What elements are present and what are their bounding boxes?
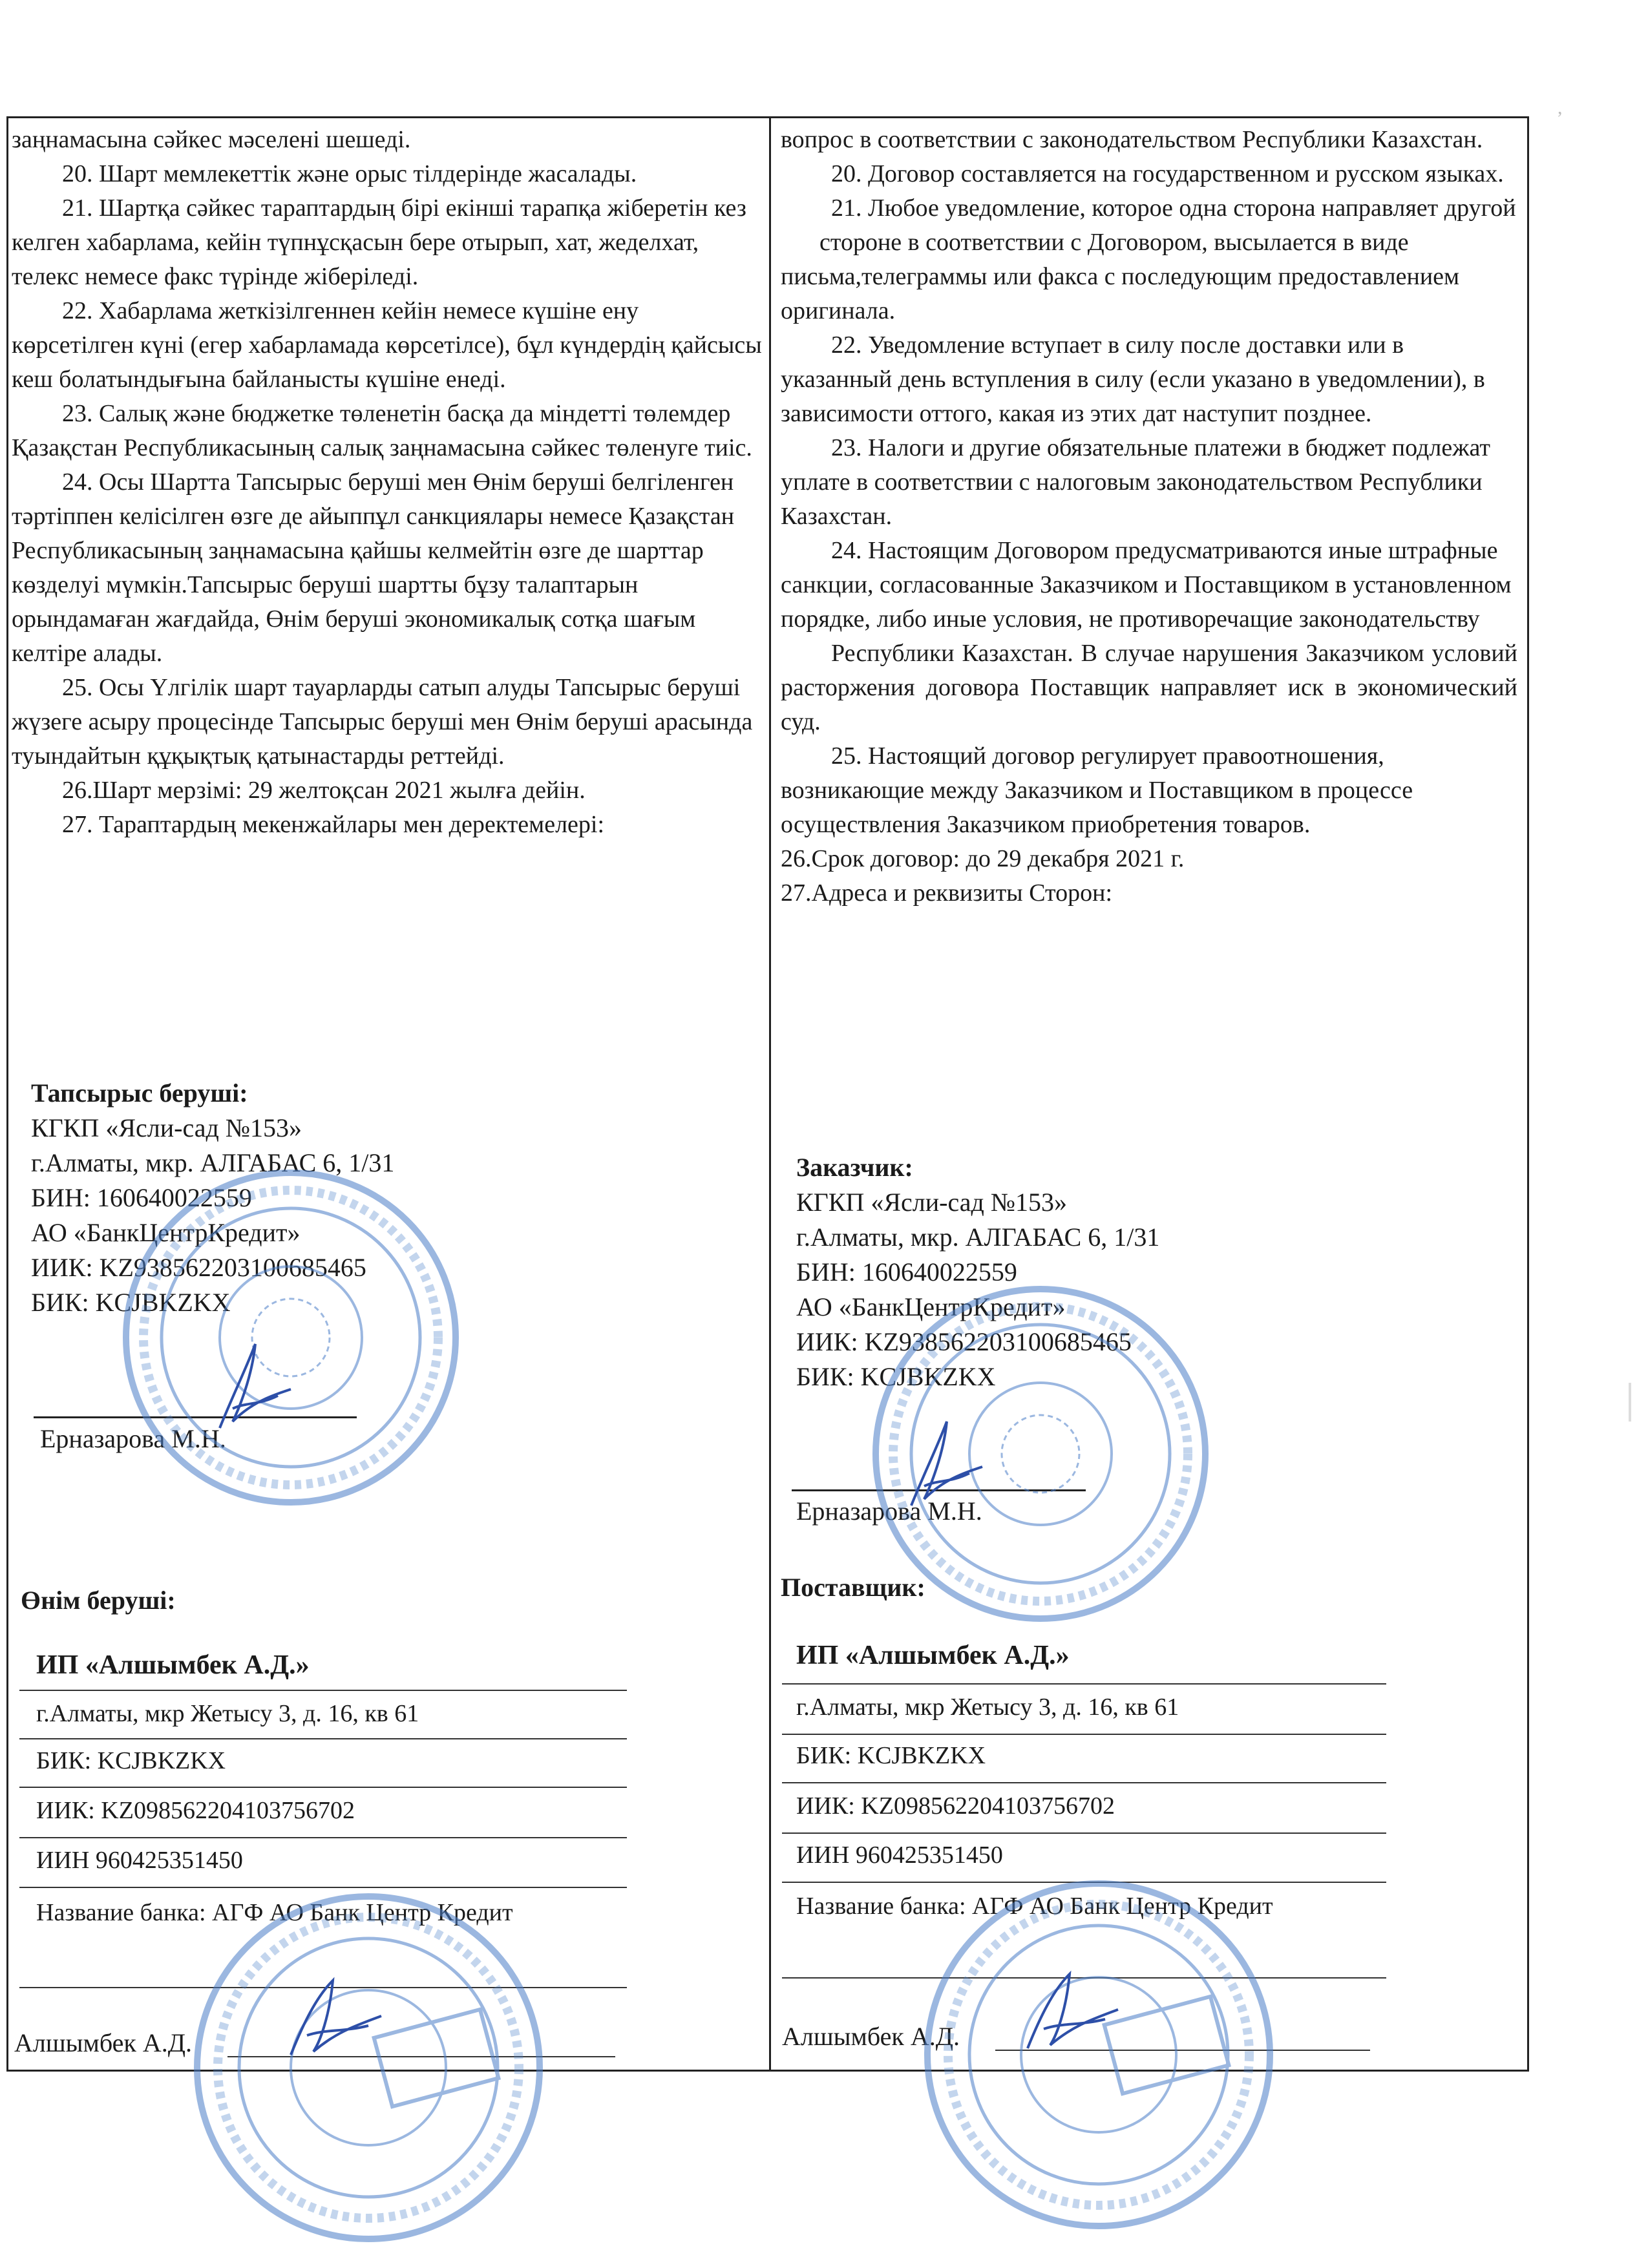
clause-19-end: заңнамасына сәйкес мәселені шешеді. [12,126,411,153]
supplier-field: ИИН 960425351450 [796,1842,1003,1869]
table-rule [19,1787,627,1788]
customer-title: Тапсырыс беруші: [31,1078,248,1108]
table-rule [782,1683,1386,1685]
supplier-field: БИК: KCJBKZKX [36,1747,226,1774]
supplier-signatory: Алшымбек А.Д. [14,2028,193,2057]
customer-line: БИН: 160640022559 [796,1257,1017,1286]
column-divider [769,116,771,2070]
clause-25: 25. Настоящий договор регулирует правоотношения, возникающие между Заказчиком и Поставщиком в процессе осуществления Заказчиком приобретения товаров. [781,742,1413,838]
handwritten-signature-icon [271,1964,394,2074]
customer-line: КГКП «Ясли-сад №153» [31,1113,302,1142]
handwritten-signature-icon [1008,1958,1131,2068]
clause-20: 20. Договор составляется на государственном и русском языках. [831,160,1504,187]
supplier-name: ИП «Алшымбек А.Д.» [796,1641,1070,1670]
kazakh-column [12,123,763,842]
customer-line: г.Алматы, мкр. АЛГАБАС 6, 1/31 [796,1223,1160,1252]
customer-line: БИН: 160640022559 [31,1183,252,1212]
scan-mark: , [1558,97,1563,118]
supplier-title: Өнім беруші: [21,1586,176,1615]
customer-line: КГКП «Ясли-сад №153» [796,1188,1068,1217]
table-rule [782,1782,1386,1783]
clause-21: 21. Шартқа сәйкес тараптардың бірі екінші тарапқа жіберетін кез келген хабарлама, кейін түпнұсқасын бере отырып, хат, жеделхат, телекс немесе факс түрінде жіберіледі. [12,194,746,290]
customer-line: ИИК: KZ938562203100685465 [796,1327,1132,1356]
supplier-field: БИК: KCJBKZKX [796,1742,986,1769]
table-rule [19,1690,627,1691]
clause-21: 21. Любое уведомление, которое одна сторона направляет другой [831,194,1516,222]
clause-24-cont: Республики Казахстан. В случае нарушения Заказчиком условий расторжения договора Поставщик направляет иск в экономический суд. [781,640,1517,735]
clause-21-cont: стороне в соответствии с Договором, высылается в виде письма,телеграммы или факса с последующим предоставлением оригинала. [781,229,1460,324]
supplier-field: г.Алматы, мкр Жетысу 3, д. 16, кв 61 [796,1694,1179,1721]
table-rule [782,1734,1386,1735]
handwritten-signature-icon [194,1331,310,1447]
clause-23: 23. Налоги и другие обязательные платежи в бюджет подлежат уплате в соответствии с налоговым законодательством Республики Казахстан. [781,434,1490,530]
supplier-field: ИИК: KZ098562204103756702 [796,1792,1115,1820]
clause-23: 23. Салық және бюджетке төленетін басқа да міндетті төлемдер Қазақстан Республикасының салық заңнамасына сәйкес төленуге тиіс. [12,400,752,461]
clause-27: 27. Тараптардың мекенжайлары мен деректемелері: [62,811,605,838]
customer-line: ИИК: KZ938562203100685465 [31,1253,366,1282]
customer-signatory: Ерназарова М.Н. [796,1496,982,1526]
clause-24: 24. Осы Шартта Тапсырыс беруші мен Өнім беруші белгіленген тәртіппен келісілген өзге де айыппұл санкциялары немесе Қазақстан Республикасының заңнамасына қайшы келмейтін өзге де шарттар көзделуі мүмкін.Тапсырыс беруші шартты бұзу талаптарын орындамаған жағдайда, Өнім беруші экономикалық сотқа шағым келтіре алады. [12,468,735,667]
clause-25: 25. Осы Үлгілік шарт тауарларды сатып алуды Тапсырыс беруші жүзеге асыру процесінде Тапсырыс беруші мен Өнім беруші арасында туындайтын құқықтық қатынастарды реттейді. [12,674,753,770]
supplier-field: Название банка: АГФ АО Банк Центр Кредит [36,1899,513,1926]
clause-26: 26.Срок договор: до 29 декабря 2021 г. [781,845,1185,872]
russian-column [781,123,1517,910]
clause-26: 26.Шарт мерзімі: 29 желтоқсан 2021 жылға дейін. [62,777,586,804]
scan-mark [1629,1383,1631,1422]
table-rule [782,1832,1386,1834]
clause-20: 20. Шарт мемлекеттік және орыс тілдерінде жасалады. [62,160,637,187]
supplier-field: ИИН 960425351450 [36,1847,243,1874]
customer-line: г.Алматы, мкр. АЛГАБАС 6, 1/31 [31,1148,395,1177]
supplier-title: Поставщик: [781,1573,925,1602]
table-rule [19,1837,627,1838]
supplier-name: ИП «Алшымбек А.Д.» [36,1650,310,1680]
clause-22: 22. Хабарлама жеткізілгеннен кейін немесе күшіне ену көрсетілген күні (егер хабарламада көрсетілсе), бұл күндердің қайсысы кеш болатындығына байланысты күшіне енеді. [12,297,762,393]
clause-19-end: вопрос в соответствии с законодательством Республики Казахстан. [781,126,1483,153]
clause-22: 22. Уведомление вступает в силу после доставки или в указанный день вступления в силу (если указано в уведомлении), в зависимости оттого, какая из этих дат наступит позднее. [781,331,1485,427]
supplier-field: ИИК: KZ098562204103756702 [36,1797,355,1824]
clause-24: 24. Настоящим Договором предусматриваются иные штрафные санкции, согласованные Заказчиком и Поставщиком в установленном порядке, либо иные условия, не противоречащие законодательству [781,537,1512,633]
clause-27: 27.Адреса и реквизиты Сторон: [781,879,1113,907]
customer-title: Заказчик: [796,1153,913,1182]
customer-line: БИК: KCJBKZKX [31,1288,231,1317]
customer-signatory: Ерназарова М.Н. [40,1424,226,1453]
customer-line: АО «БанкЦентрКредит» [796,1292,1066,1321]
customer-line: БИК: KCJBKZKX [796,1362,996,1391]
handwritten-signature-icon [885,1409,1002,1525]
table-rule [19,1738,627,1739]
supplier-field: г.Алматы, мкр Жетысу 3, д. 16, кв 61 [36,1700,419,1727]
supplier-signatory: Алшымбек А.Д. [782,2022,960,2051]
supplier-field: Название банка: АГФ АО Банк Центр Кредит [796,1893,1273,1920]
customer-line: АО «БанкЦентрКредит» [31,1218,301,1247]
